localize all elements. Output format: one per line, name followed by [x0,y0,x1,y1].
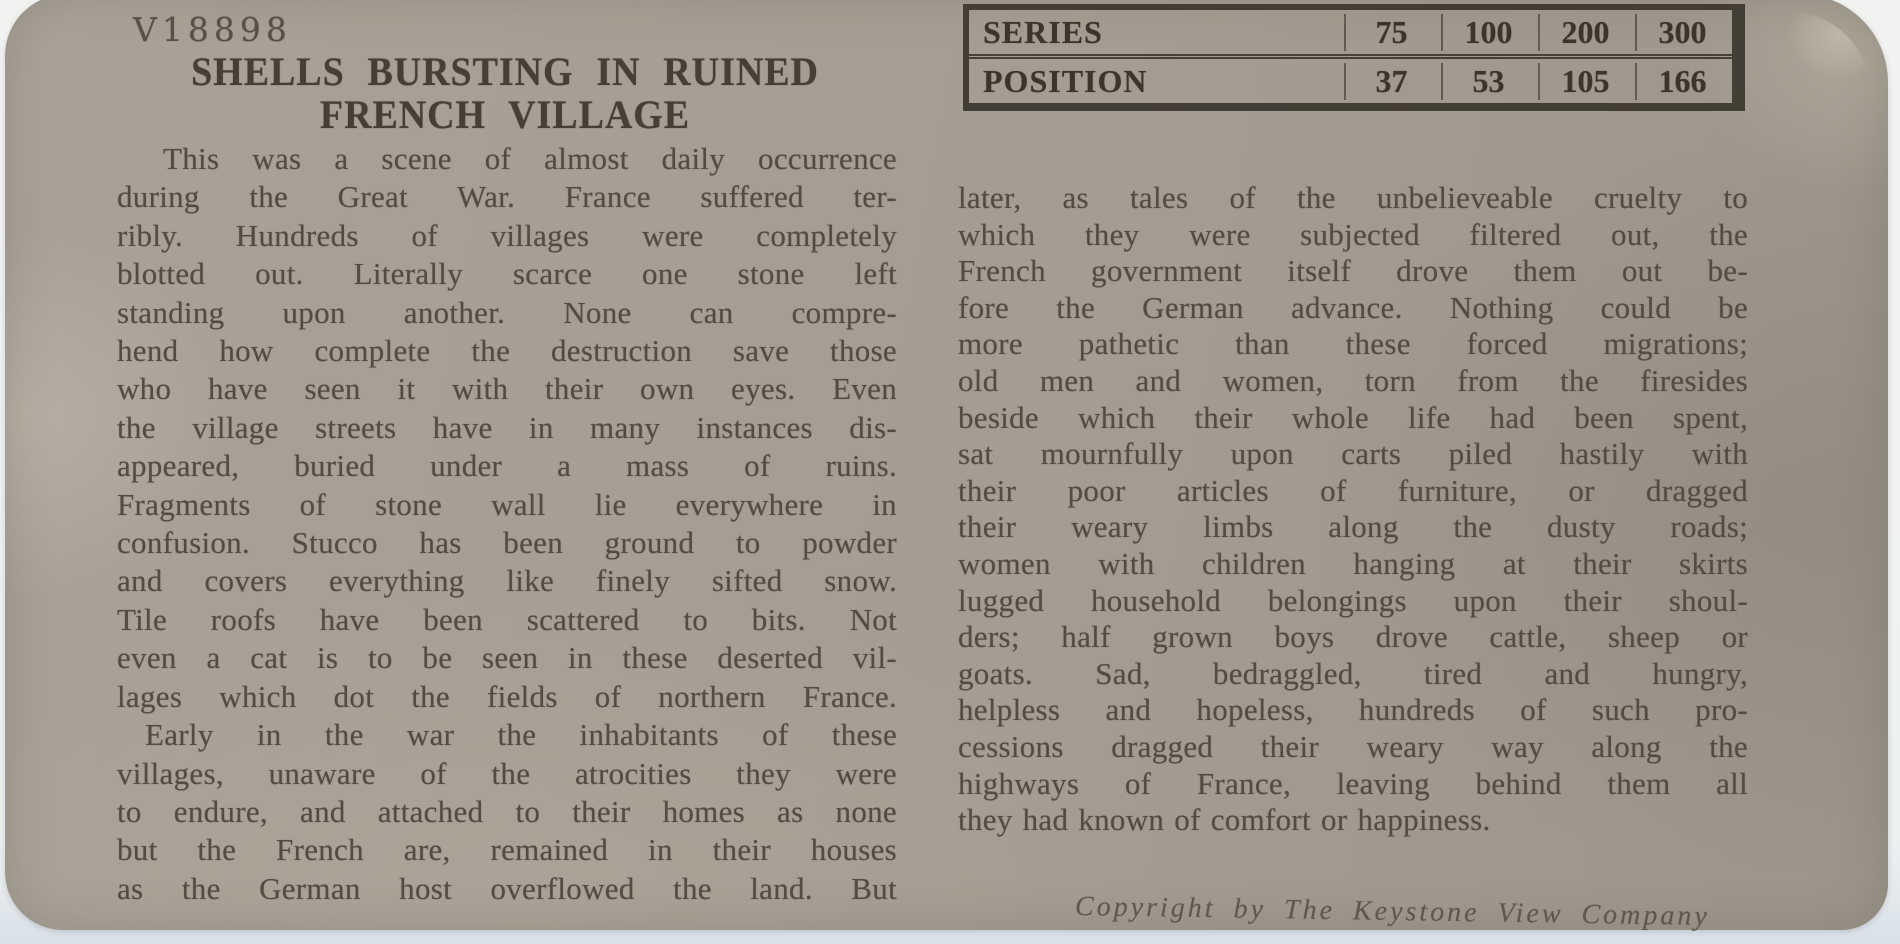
text-line: during the Great War. France suffered ter- [117,179,897,215]
text-line: their weary limbs along the dusty roads; [958,509,1748,545]
table-cell: 37 [1344,63,1441,100]
left-text-column [117,140,897,908]
catalog-number: V18898 [133,10,292,49]
text-line: which they were subjected filtered out, the [958,216,1748,252]
right-text-column [958,180,1748,839]
table-cell: 166 [1635,63,1732,100]
card-title-line1: SHELLS BURSTING IN RUINED [191,49,819,94]
series-position-table [963,4,1745,111]
text-line: beside which their whole life had been spent, [958,399,1748,435]
text-line: even a cat is to be seen in these deserted vil- [117,640,897,676]
text-line: hend how complete the destruction save those [117,333,897,369]
text-line: to endure, and attached to their homes as none [117,793,897,829]
table-cell: 53 [1441,63,1538,100]
text-line: but the French are, remained in their houses [117,832,897,868]
table-cell: 100 [1441,14,1538,51]
card-title [120,50,890,136]
text-line: they had known of comfort or happiness. [958,802,1491,838]
text-line: Fragments of stone wall lie everywhere in [117,486,897,522]
text-line: standing upon another. None can compre- [117,294,897,330]
text-line: Tile roofs have been scattered to bits. Not [117,601,897,637]
text-line: the village streets have in many instances dis- [117,409,897,445]
text-line: confusion. Stucco has been ground to powder [117,525,897,561]
text-line: more pathetic than these forced migrations; [958,326,1748,362]
table-cell: 105 [1538,63,1635,100]
text-line: who have seen it with their own eyes. Even [117,371,897,407]
table-row-label: SERIES [983,13,1103,50]
text-line: as the German host overflowed the land. But [117,870,897,906]
worn-corner-chip [1750,12,1870,122]
text-line: goats. Sad, bedraggled, tired and hungry, [958,655,1748,691]
copyright-line: Copyright by The Keystone View Company [1074,891,1711,932]
text-line: highways of France, leaving behind them all [958,765,1748,801]
text-line: fore the German advance. Nothing could be [958,289,1748,325]
text-line: appeared, buried under a mass of ruins. [117,448,897,484]
table-row-label: POSITION [983,62,1148,99]
text-line: later, as tales of the unbelieveable cruelty to [958,180,1748,215]
text-line: villages, unaware of the atrocities they were [117,755,897,791]
text-line: their poor articles of furniture, or dragged [958,472,1748,508]
text-line: ribly. Hundreds of villages were completely [117,217,897,253]
stereocard-back [5,0,1888,930]
text-line: lugged household belongings upon their shoul- [958,582,1748,618]
text-line: lages which dot the fields of northern France. [117,678,897,714]
text-line: sat mournfully upon carts piled hastily with [958,436,1748,472]
text-line: helpless and hopeless, hundreds of such pro- [958,692,1748,728]
text-line: ders; half grown boys drove cattle, sheep or [958,619,1748,655]
text-line: old men and women, torn from the firesides [958,362,1748,398]
text-line: women with children hanging at their skirts [958,545,1748,581]
table-cell: 300 [1635,14,1732,51]
text-line: This was a scene of almost daily occurrence [163,141,897,176]
card-title-line2: FRENCH VILLAGE [319,92,691,137]
table-cell: 200 [1538,14,1635,51]
table-row [969,10,1732,54]
table-cell: 75 [1344,14,1441,51]
text-line: and covers everything like finely sifted snow. [117,563,897,599]
text-line: blotted out. Literally scarce one stone left [117,256,897,292]
table-row [969,54,1732,103]
text-line: cessions dragged their weary way along the [958,728,1748,764]
text-line: French government itself drove them out be- [958,253,1748,289]
text-line: Early in the war the inhabitants of these [145,717,897,753]
